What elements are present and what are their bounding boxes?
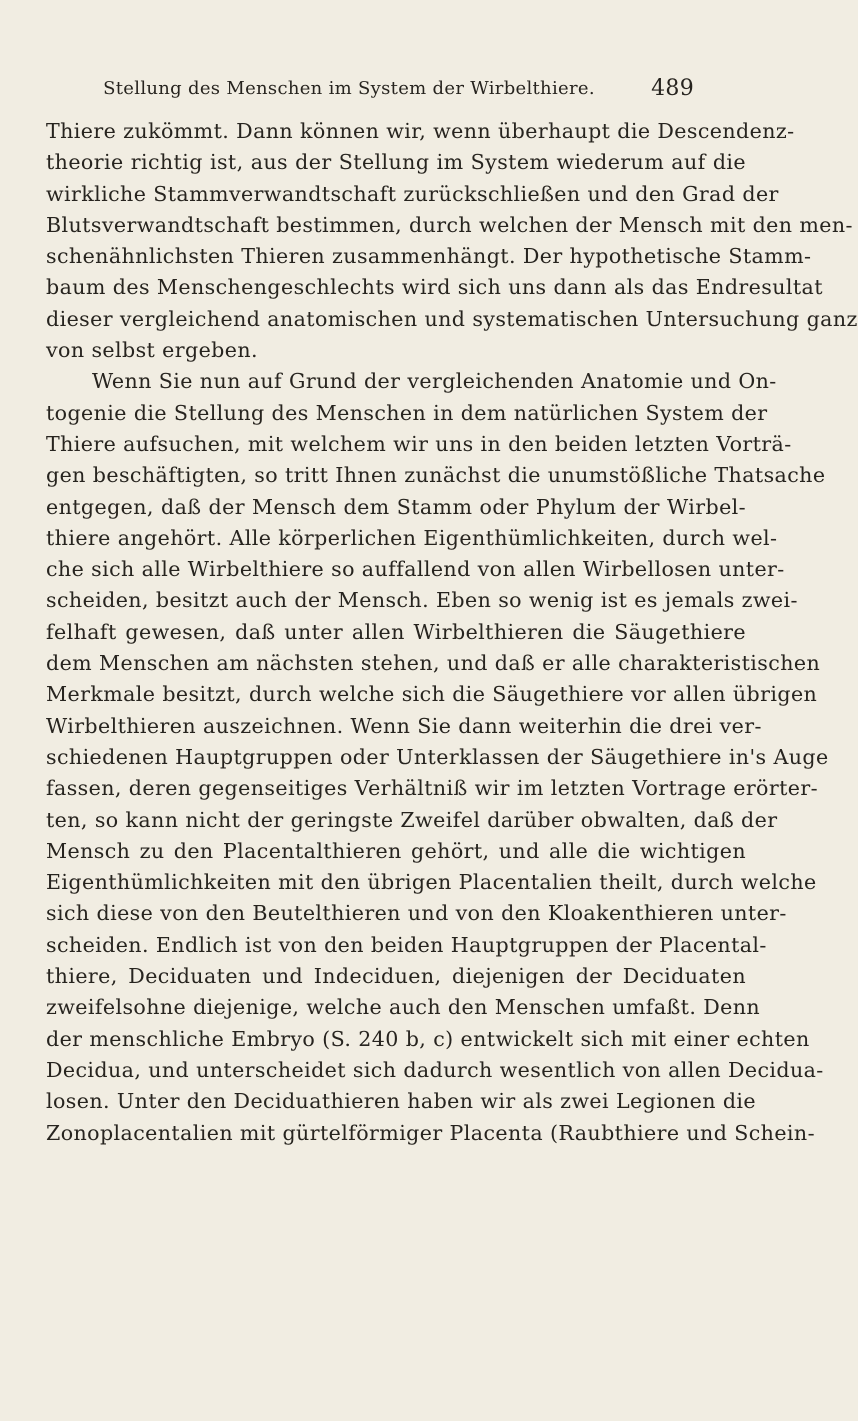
text-line: Decidua, und unterscheidet sich dadurch wesentlich von allen Decidua- [46,1057,824,1082]
text-line: entgegen, daß der Mensch dem Stamm oder Phylum der Wirbel- [46,494,746,519]
text-line: thiere, Deciduaten und Indeciduen, diejenigen der Deciduaten [46,964,746,989]
text-line: von selbst ergeben. [46,338,258,363]
text-line: Blutsverwandtschaft bestimmen, durch welchen der Mensch mit den men- [46,212,853,237]
text-line: baum des Menschengeschlechts wird sich uns dann als das Endresultat [46,275,823,300]
text-line: che sich alle Wirbelthiere so auffallend von allen Wirbellosen unter- [46,557,785,582]
running-title: Stellung des Menschen im System der Wirbelthiere. [103,78,595,99]
text-line: dieser vergleichend anatomischen und systematischen Untersuchung ganz [46,306,858,331]
text-line: schiedenen Hauptgruppen oder Unterklassen der Säugethiere in's Auge [46,744,829,769]
page-number: 489 [651,76,694,101]
body-text [46,116,858,1149]
text-line: Merkmale besitzt, durch welche sich die Säugethiere vor allen übrigen [46,682,818,707]
text-line: Thiere zukömmt. Dann können wir, wenn überhaupt die Descendenz- [46,119,795,143]
text-line: sich diese von den Beutelthieren und von den Kloakenthieren unter- [46,901,787,926]
text-line: togenie die Stellung des Menschen in dem natürlichen System der [46,400,768,425]
text-line: zweifelsohne diejenige, welche auch den Menschen umfaßt. Denn [46,995,761,1020]
text-line: Mensch zu den Placentalthieren gehört, und alle die wichtigen [46,838,746,863]
text-line: scheiden. Endlich ist von den beiden Hauptgruppen der Placental- [46,932,767,957]
text-line: wirkliche Stammverwandtschaft zurückschließen und den Grad der [46,181,779,206]
text-line: scheiden, besitzt auch der Mensch. Eben so wenig ist es jemals zwei- [46,588,798,613]
text-line: thiere angehört. Alle körperlichen Eigenthümlichkeiten, durch wel- [46,525,778,550]
text-line: losen. Unter den Deciduathieren haben wir als zwei Legionen die [46,1089,756,1114]
text-line: schenähnlichsten Thieren zusammenhängt. Der hypothetische Stamm- [46,244,812,269]
text-line: Eigenthümlichkeiten mit den übrigen Placentalien theilt, durch welche [46,870,817,895]
text-line: Zonoplacentalien mit gürtelförmiger Placenta (Raubthiere und Schein- [46,1120,815,1145]
text-line: felhaft gewesen, daß unter allen Wirbelthieren die Säugethiere [46,619,746,644]
text-line: der menschliche Embryo (S. 240 b, c) entwickelt sich mit einer echten [46,1026,810,1051]
text-line: Thiere aufsuchen, mit welchem wir uns in den beiden letzten Vorträ- [46,431,792,456]
text-line: dem Menschen am nächsten stehen, und daß er alle charakteristischen [46,651,821,676]
text-line: Wenn Sie nun auf Grund der vergleichenden Anatomie und On- [92,369,777,394]
text-line: theorie richtig ist, aus der Stellung im System wiederum auf die [46,150,746,175]
page-header [64,72,694,106]
text-line: gen beschäftigten, so tritt Ihnen zunächst die unumstößliche Thatsache [46,463,826,488]
text-line: fassen, deren gegenseitiges Verhältniß wir im letzten Vortrage erörter- [46,776,818,801]
text-line: Wirbelthieren auszeichnen. Wenn Sie dann weiterhin die drei ver- [46,713,762,738]
text-line: ten, so kann nicht der geringste Zweifel darüber obwalten, daß der [46,807,778,832]
